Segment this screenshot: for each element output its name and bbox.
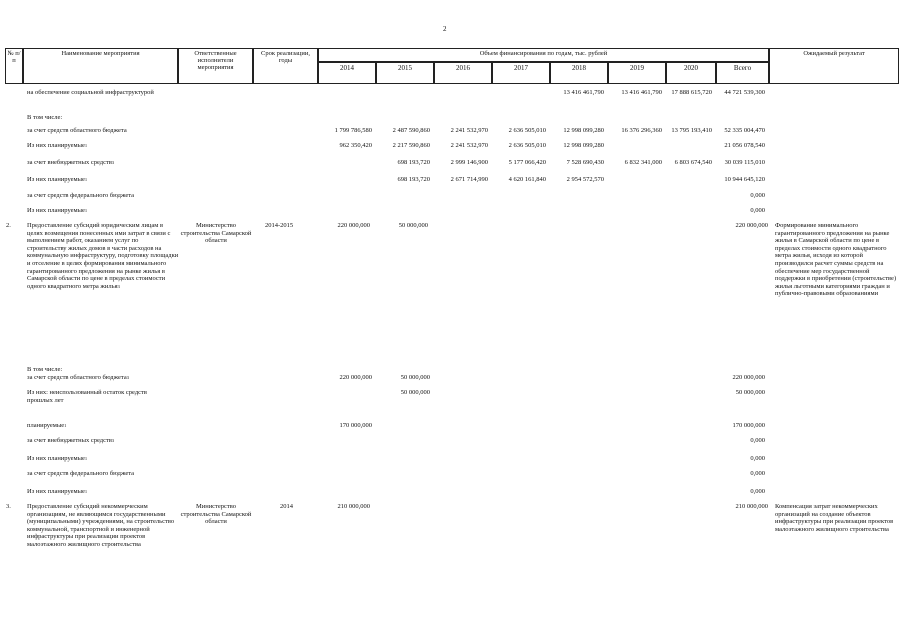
- row-value: 698 193,720: [397, 176, 430, 183]
- item3-executor: Министерство строительства Самарской области: [180, 503, 252, 526]
- item3-total: 210 000,000: [735, 503, 768, 510]
- row-label: Из них планируемые$^1$: [27, 176, 88, 183]
- row-value: 12 998 099,280: [563, 127, 604, 134]
- row-value: 50 000,000: [735, 389, 765, 396]
- row-value: 2 241 532,970: [450, 127, 488, 134]
- row-value: 220 000,000: [732, 374, 765, 381]
- row-value: 0,000: [750, 437, 765, 444]
- row-value: 1 799 786,580: [334, 127, 372, 134]
- item3-name: Предоставление субсидий некоммерческим организациям, не являющимся государственными (муниципальными) учреждениями, на строительство коммунальной, транспортной и инженерной инфраструктуры при реализации проектов малоэтажного жилищного строительства: [27, 503, 175, 548]
- row-value: 170 000,000: [732, 422, 765, 429]
- row-value: 12 998 099,280: [563, 142, 604, 149]
- header-year: 2018: [550, 62, 608, 84]
- item2-name: Предоставление субсидий юридическим лицам в целях возмещения понесенных ими затрат в связи с выполнением работ, оказанием услуг по строительству жилых домов в части расходов на коммунальную инфраструктуру, подготовку площадки и отселение в целях формирования минимального гарантированного предложения на рынке жилья в Самарской области по цене в пределах стоимости одного квадратного метра жилья$^3$: [27, 222, 179, 290]
- item2-number: 2.: [6, 222, 11, 229]
- row-value: 16 376 296,360: [621, 127, 662, 134]
- row-value: 50 000,000: [400, 374, 430, 381]
- item2-executor: Министерство строительства Самарской области: [180, 222, 252, 245]
- header-executor: Ответственные исполнители мероприятия: [178, 48, 253, 84]
- item2-2015: 50 000,000: [398, 222, 428, 229]
- row-label: Из них планируемые$^1$: [27, 488, 88, 495]
- row-label: на обеспечение социальной инфраструктурой: [27, 89, 154, 96]
- item2-total: 220 000,000: [735, 222, 768, 229]
- row-value: 2 671 714,990: [450, 176, 488, 183]
- row-value: 17 888 615,720: [671, 89, 712, 96]
- row-value: 6 832 341,000: [624, 159, 662, 166]
- row-value: 0,000: [750, 455, 765, 462]
- row-label: планируемые$^1$: [27, 422, 67, 429]
- row-value: 962 350,420: [339, 142, 372, 149]
- row-label: Из них планируемые$^1$: [27, 142, 88, 149]
- row-value: 2 954 572,570: [566, 176, 604, 183]
- header-year: 2019: [608, 62, 666, 84]
- row-label: за счет средств областного бюджета$^3$: [27, 374, 129, 381]
- row-label: В том числе:: [27, 114, 63, 121]
- row-label: за счет внебюджетных средств$^3$: [27, 437, 115, 444]
- header-period: Срок реализации, годы: [253, 48, 318, 84]
- item3-result: Компенсация затрат некоммерческих организаций на создание объектов инфраструктуры при реализации проектов малоэтажного жилищного строительства: [775, 503, 894, 533]
- row-value: 2 217 590,860: [392, 142, 430, 149]
- item3-2014: 210 000,000: [337, 503, 370, 510]
- header-year: 2017: [492, 62, 550, 84]
- row-value: 6 803 674,540: [674, 159, 712, 166]
- item2-result: Формирование минимального гарантированного предложения на рынке жилья в Самарской области по цене в пределах стоимости одного квадратного метра жилья, исходя из которой производился расчет суммы средств на обеспечение мер государственной поддержки в приобретении (строительстве) жилья льготными категориями граждан и публично-правовыми образованиями: [775, 222, 897, 298]
- row-value: 170 000,000: [339, 422, 372, 429]
- row-value: 21 056 078,540: [724, 142, 765, 149]
- header-num: № п/п: [5, 48, 23, 84]
- row-value: 2 487 590,860: [392, 127, 430, 134]
- row-value: 0,000: [750, 207, 765, 214]
- row-value: 13 416 461,790: [563, 89, 604, 96]
- row-value: 2 241 532,970: [450, 142, 488, 149]
- page-number: 2: [443, 25, 447, 33]
- row-value: 13 416 461,790: [621, 89, 662, 96]
- row-value: 44 721 539,300: [724, 89, 765, 96]
- row-value: 698 193,720: [397, 159, 430, 166]
- row-label: за счет внебюджетных средств$^3$: [27, 159, 115, 166]
- row-value: 2 636 505,010: [508, 127, 546, 134]
- row-value: 0,000: [750, 488, 765, 495]
- header-name: Наименование мероприятия: [23, 48, 178, 84]
- row-value: 0,000: [750, 192, 765, 199]
- row-label: за счет средств областного бюджета: [27, 127, 127, 134]
- row-label: за счет средств федерального бюджета: [27, 470, 135, 477]
- row-value: 30 039 115,010: [724, 159, 765, 166]
- item2-2014: 220 000,000: [337, 222, 370, 229]
- row-value: 4 620 161,840: [508, 176, 546, 183]
- row-value: 220 000,000: [339, 374, 372, 381]
- row-value: 13 795 193,410: [671, 127, 712, 134]
- row-value: 5 177 066,420: [508, 159, 546, 166]
- header-year: Всего: [716, 62, 769, 84]
- row-value: 50 000,000: [400, 389, 430, 396]
- row-value: 52 335 004,470: [724, 127, 765, 134]
- row-label: В том числе:: [27, 366, 63, 373]
- row-label: Из них: неиспользованный остаток средств прошлых лет: [27, 389, 147, 404]
- row-label: Из них планируемые$^1$: [27, 207, 88, 214]
- row-label: за счет средств федерального бюджета: [27, 192, 135, 199]
- header-year: 2015: [376, 62, 434, 84]
- row-value: 2 636 505,010: [508, 142, 546, 149]
- row-value: 0,000: [750, 470, 765, 477]
- row-label: Из них планируемые$^1$: [27, 455, 88, 462]
- header-year: 2014: [318, 62, 376, 84]
- header-year: 2016: [434, 62, 492, 84]
- header-funding: Объем финансирования по годам, тыс. рублей: [318, 48, 769, 62]
- item3-number: 3.: [6, 503, 11, 510]
- row-value: 7 528 690,430: [566, 159, 604, 166]
- item3-period: 2014: [280, 503, 293, 510]
- row-value: 2 999 146,900: [450, 159, 488, 166]
- header-year: 2020: [666, 62, 716, 84]
- row-value: 10 944 645,120: [724, 176, 765, 183]
- item2-period: 2014-2015: [265, 222, 294, 229]
- header-result: Ожидаемый результат: [769, 48, 899, 84]
